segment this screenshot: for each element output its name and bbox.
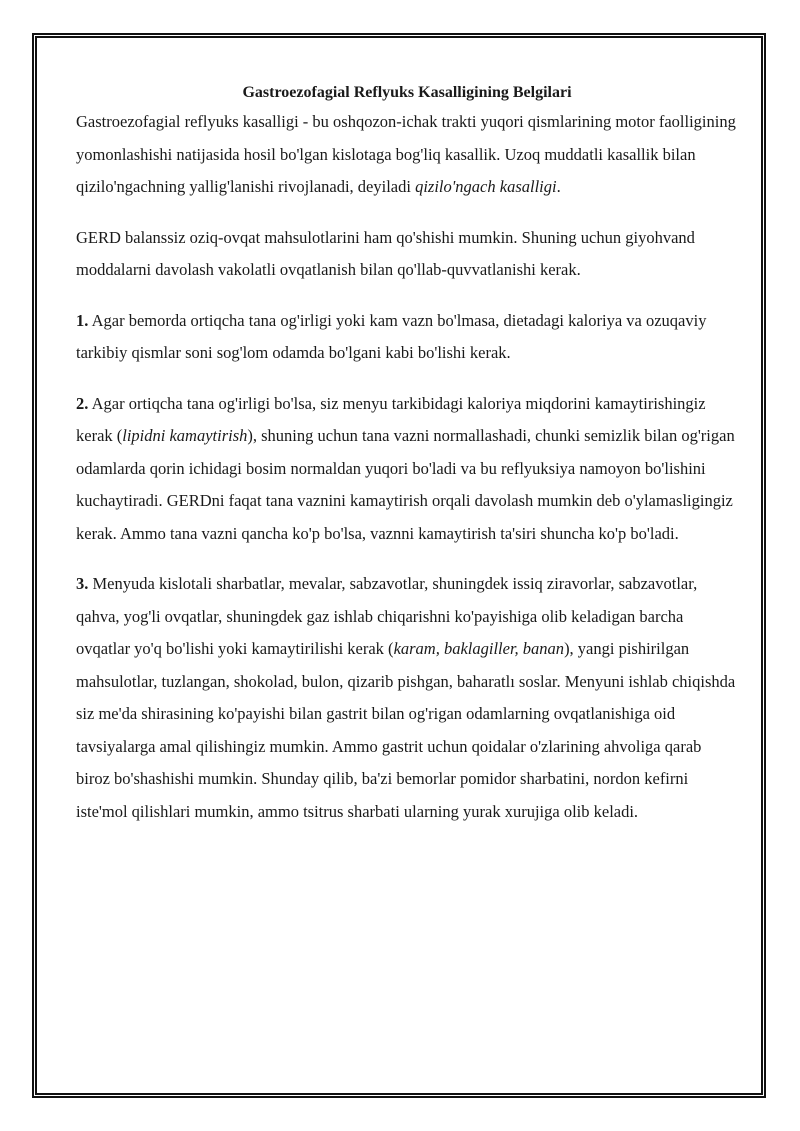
item-2-text-a: Agar ortiqcha tana og'irligi bo'lsa, siz menyu tarkibidagi kaloriya miqdorini kamaytirishingiz kerak ( <box>76 393 706 445</box>
paragraph-intro-text: Gastroezofagial reflyuks kasalligi - bu oshqozon-ichak trakti yuqori qismlarining motor faolligining yomonlashishi natijasida hosil bo'lgan kislotaga bog'liq kasallik. Uzoq muddatli kasallik bilan qizilo'ngachning yallig'lanishi rivojlanadi, deyiladi <box>76 112 736 196</box>
item-3-number: 3. <box>76 574 89 593</box>
item-2-italic: lipidni kamaytirish <box>122 426 248 445</box>
paragraph-item-1 <box>76 305 736 370</box>
paragraph-gerd-diet <box>76 222 736 287</box>
item-3-text-a: Menyuda kislotali sharbatlar, mevalar, sabzavotlar, shuningdek issiq ziravorlar, sabzavotlar, qahva, yog'li ovqatlar, shuningdek gaz ishlab chiqarishni ko'payishiga olib keladigan barcha ovqatlar yo'q bo'lishi yoki kamaytirilishi kerak ( <box>76 574 698 658</box>
paragraph-intro-italic: qizilo'ngach kasalligi <box>415 177 557 196</box>
item-3-text-b: ), yangi pishirilgan mahsulotlar, tuzlangan, shokolad, bulon, qizarib pishgan, baharatlı soslar. Menyuni ishlab chiqishda siz me'da shirasining ko'payishi bilan gastrit bilan og'rigan odamlarning ovqatlanishiga oid tavsiyalarga amal qilishingiz mumkin. Ammo gastrit uchun qoidalar o'zlarining ahvoliga qarab biroz bo'shashishi mumkin. Shunday qilib, ba'zi bemorlar pomidor sharbatini, nordon kefirni iste'mol qilishlari mumkin, ammo tsitrus sharbati ularning yurak xurujiga olib keladi. <box>76 639 736 821</box>
item-2-text-b: ), shuning uchun tana vazni normallashadi, chunki semizlik bilan og'rigan odamlarda qorin ichidagi bosim normaldan yuqori bo'ladi va bu reflyuksiya namoyon bo'lishini kuchaytiradi. GERDni faqat tana vaznini kamaytirish orqali davolash mumkin deb o'ylamasligingiz kerak. Ammo tana vazni qancha ko'p bo'lsa, vaznni kamaytirish ta'siri shuncha ko'p bo'ladi. <box>76 426 735 543</box>
paragraph-gerd-diet-text: GERD balanssiz oziq-ovqat mahsulotlarini ham qo'shishi mumkin. Shuning uchun giyohvand moddalarni davolash vakolatli ovqatlanish bilan qo'llab-quvvatlanishi kerak. <box>76 227 695 279</box>
document-title: Gastroezofagial Reflyuks Kasalligining Belgilari <box>242 84 572 101</box>
item-1-text: Agar bemorda ortiqcha tana og'irligi yoki kam vazn bo'lmasa, dietadagi kaloriya va ozuqaviy tarkibiy qismlar soni sog'lom odamda bo'lgani kabi bo'lishi kerak. <box>76 310 707 362</box>
paragraph-item-3 <box>76 568 736 828</box>
paragraph-intro <box>76 106 736 204</box>
document-body <box>76 80 736 846</box>
item-3-italic: karam, baklagiller, banan <box>393 639 565 658</box>
paragraph-intro-end: . <box>556 177 561 196</box>
item-2-number: 2. <box>76 393 89 413</box>
paragraph-item-2 <box>76 388 736 551</box>
item-1-number: 1. <box>76 310 89 330</box>
